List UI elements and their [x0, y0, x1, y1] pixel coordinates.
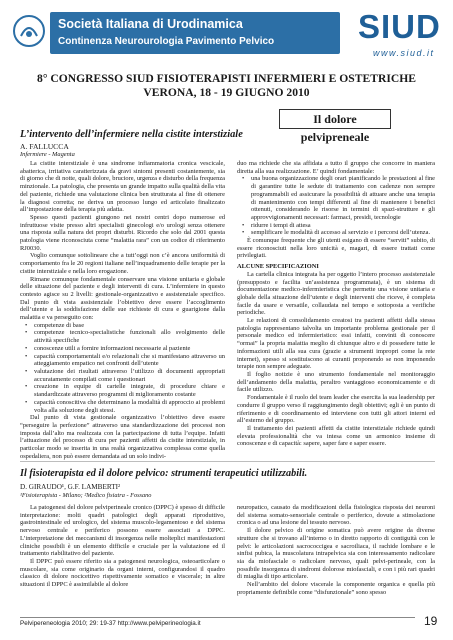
- paragraph: Il foglio notizie è uno strumento fondamentale nel monitoraggio dell’andamento della malattia, peraltro vantaggioso economicamente e di facile utilizzo.: [237, 370, 435, 394]
- siud-logo: SIUD: [358, 8, 441, 45]
- organization-subtitle: Continenza Neurourologia Pavimento Pelvico: [58, 36, 275, 47]
- bullet-item: • valutazione dei risultati attraverso l’utilizzo di documenti appropriati accuratamente compilati come i questionari: [20, 368, 225, 383]
- article2-column-right: [237, 504, 435, 596]
- subsection-heading: ALCUNE SPECIFICAZIONI: [237, 263, 319, 271]
- siud-emblem-icon: [12, 14, 46, 48]
- congress-venue-date: VERONA, 18 - 19 GIUGNO 2010: [143, 86, 310, 99]
- article1-author: A. FALLUCCA: [20, 142, 69, 151]
- article1-column-left: [20, 160, 225, 460]
- paragraph: Il dolore pelvico di origine somatica può avere origine da diverse strutture che si trovano all’interno o in diretto rapporto di contiguità con le pelvi: le articolazioni sacrococcigea e sacroiliaca, il rachide lombare e le sinfisi pubica, la muscolatura intrapelvica sia con interessamento radicolare sia da miofasciale o radicolare nervoso, quali pelvi-perineale, con la possibile insorgenza di sindromi dolorose miofasciali, e con i più rari quadri di miaglia di tipo articolare.: [237, 527, 435, 581]
- section-label: Il dolore pelvipreneale: [279, 109, 391, 129]
- bullet-item: • semplificare le modalità di accesso al servizio e i percorsi dell’utenza.: [237, 229, 435, 237]
- article2-column-left: [20, 504, 225, 589]
- paragraph: Il DPPC può essere riferito sia a patogenesi neurologica, osteoarticolare o muscolare, sia come originario da organi interni, configurandosi il quadro classico di dolore nocicettivo rispettivamente somatico e viscerale; in altre situazioni il DPPC è assimilabile al dolore: [20, 557, 225, 589]
- organization-box: [50, 12, 340, 54]
- bullet-item: • competenze tecnico-specialistiche funzionali allo svolgimento delle attività specifiche: [20, 329, 225, 344]
- article2-title: Il fisioterapista ed il dolore pelvico: strumenti terapeutici utilizzabili.: [20, 468, 308, 479]
- bullet-list: [20, 322, 225, 414]
- congress-title: 8° CONGRESSO SIUD FISIOTERAPISTI INFERMIERI E OSTETRICHE: [37, 72, 416, 85]
- organization-name: Società Italiana di Urodinamica: [58, 17, 243, 31]
- page-number: 19: [424, 614, 438, 628]
- bullet-item: • creazione in equipe di cartelle integrate, di procedure chiare e standardizzate attraverso programmi di miglioramento costante: [20, 383, 225, 398]
- paragraph: La cartella clinica integrata ha per oggetto l’intero processo assistenziale (presupposto e facilita un’assistenza programmata), è un sistema di documentazione medico-infermieristica che permette una visione unitaria e globale della situazione dell’utente e degli interventi che riceve, è completa facile da usare e versatile, collaudata nel tempo e sottoposta a verifiche periodiche.: [237, 270, 435, 317]
- footer-rule: [20, 617, 415, 618]
- paragraph: Fondamentale è il ruolo del team leader che esercita la sua leadership per condurre il gruppo verso il raggiungimento degli obiettivi; egli è un punto di riferimento e di coordinamento ed interviene con tutti gli attori interni ed all’esterno del gruppo.: [237, 394, 435, 425]
- siud-url[interactable]: www.siud.it: [373, 48, 435, 58]
- congress-heading: [0, 72, 453, 100]
- siud-logo-block: [346, 8, 446, 64]
- bullet-item: • capacità conoscitiva che determinano la modalità di approccio ai problemi volta alla soluzione degli stessi.: [20, 399, 225, 414]
- bullet-item: • una buona organizzazione degli orari pianificando le prestazioni al fine di garantire tutte le sedute di trattamento con cadenze non sempre programmabili ed assicurare la possibilità di attuare anche una terapia di mantenimento con tempi differenti al fine di mantenere i benefici ottenuti, considerando le risorse in termini di spazi-strutture e gli approvvigionamenti necessari: farmaci, presidi, tecnologie: [237, 175, 435, 221]
- paragraph: Dal punto di vista gestionale organizzativo l’obiettivo deve essere “perseguire la perfezione” attraverso una standardizzazione dei processi non imposta dall’alto ma realizzata con la partecipazione di tutta l’equipe. Infatti l’attuazione del processo di cura per pazienti affetti da cistite interstiziale, in particolar modo se inserita in una realtà organizzativa complessa come quella ospedaliera, non può essere demandata ad un solo indivi-: [20, 414, 225, 460]
- paragraph: La patogenesi del dolore pelviperineale cronico (DPPC) è spesso di difficile interpretazione: molti quadri patologici degli apparati riproduttivo, gastrointestinale ed urologico, del sistema muscolo-legamentoso e del sistema nervoso centrale e periferico possono essere associati a DPPC. L’interpretazione dei meccanismi di insorgenza nelle molteplici manifestazioni cliniche possibili è un elemento difficile e cruciale per la valutazione ed il trattamento riabilitativo del paziente.: [20, 504, 225, 558]
- paragraph: Nell’ambito del dolore viscerale la componente organica e quella più propriamente definibile come “disfunzionale” sono spesso: [237, 581, 435, 596]
- paragraph: È comunque frequente che gli utenti esigano di essere “serviti” subito, di essere riconosciuti nella loro unicità e, magari, di essere trattati come privilegiati.: [237, 237, 435, 260]
- paragraph: Voglio comunque sottolineare che a tutt’oggi non c’è ancora uniformità di comportamento fra le 20 regioni italiane nell’inquadramento delle terapie per la cistite interstiziale e nella loro erogazione.: [20, 252, 225, 275]
- article-divider: [20, 461, 435, 462]
- bullet-item: • conoscenze utili a fornire informazioni necessarie al paziente: [20, 345, 225, 353]
- article2-affiliation: ¹Fisioterapista - Milano; ²Medico fisiatra - Fossano: [20, 492, 152, 499]
- paragraph: Rimane comunque fondamentale conservare una visione unitaria e globale delle situazione del paziente e degli interventi di cura. L’infermiere in questo contesto agisce su 2 livelli: gestionale-organizzativo e assistenziale specifico. Dal punto di vista assistenziale l’obiettivo deve essere l’accoglimento dell’utente e la soddisfazione delle sue richieste di cura e guarigione dalla malattia e va perseguito con:: [20, 275, 225, 322]
- bullet-item: • competenze di base: [20, 322, 225, 330]
- article1-affiliation: Infermiere - Magenta: [20, 151, 75, 158]
- bullet-item: • capacità comportamentali e/o relazionali che si manifestano attraverso un atteggiamento empatico nei confronti dell’utente: [20, 353, 225, 368]
- paragraph: Spesso questi pazienti giungono nei nostri centri dopo numerose ed infruttuose visite presso altri specialisti ginecologi e/o urologi senza ottenere una risposta sulla natura dei propri disturbi. Ricordo che solo dal 2001 questa patologia viene riconosciuta come “malattia rara” con un codice di riferimento RJ0030.: [20, 213, 225, 252]
- paragraph: duo ma richiede che sia affidata a tutto il gruppo che concorre in maniera diretta alla sua realizzazione. E’ quindi fondamentale:: [237, 160, 435, 175]
- paragraph: Le relazioni di consolidamento creatosi tra pazienti affetti dalla stessa patologia rappresentano talvolta un importante problema gestionale per il personale medico ed infermieristico: essi infatti, convinti di conoscere “ormai” la propria malattia meglio di chiunque altro e di possedere tutte le informazioni utili alla sua cura (grazie a strumenti impropri come la rete internet), spesso si sostituiscono ai curanti proponendo se non imponendo terapie non sempre adeguate.: [237, 317, 435, 371]
- bullet-item: • ridurre i tempi di attesa: [237, 222, 435, 230]
- bullet-list: [237, 175, 435, 237]
- paragraph: La cistite interstiziale è una sindrome infiammatoria cronica vescicale, abatterica, irritativa caratterizzata da gravi sintomi presenti costantemente, sia di giorno che di notte, quali dolore, bruciore, urgenza e disturbo della frequenza minzionale. La patologia, che presenta un grande impatto sulla qualità della vita del paziente, richiede una valutazione clinica ben strutturata al fine di ottenere la diagnosi corretta; ne deriva un processo lungo ed articolato finalizzato all’impostazione della terapia più adatta.: [20, 160, 225, 214]
- article1-title: L’intervento dell’infermiere nella cistite interstiziale: [20, 129, 243, 140]
- article1-column-right: [237, 160, 435, 448]
- paragraph: Il trattamento dei pazienti affetti da cistite interstiziale richiede quindi elevata professionalità che va intesa come un armonico insieme di conoscenze e di capacità: sapere, saper fare e saper essere.: [237, 424, 435, 448]
- article2-author: D. GIRAUDO¹, G.F. LAMBERTI²: [20, 483, 121, 491]
- footer-citation: Pelvipereneologia 2010; 29: 19-37 http://www.pelviperineologia.it: [20, 620, 201, 627]
- paragraph: neuropatico, causato da modificazioni della fisiologica risposta dei neuroni del sistema somato-sensoriale centrale o periferico, dovute a stimolazione cronica o ad una lesione del tessuto nervoso.: [237, 504, 435, 527]
- header-banner: [0, 0, 453, 66]
